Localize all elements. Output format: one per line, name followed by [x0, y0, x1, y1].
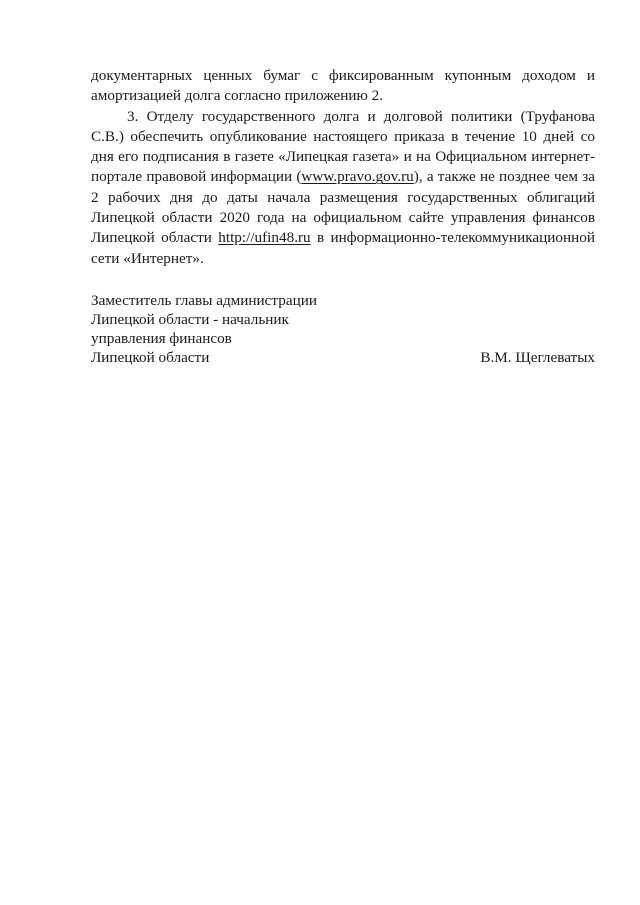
ufin48-link[interactable]: http://ufin48.ru [218, 229, 311, 247]
pravo-gov-link[interactable]: www.pravo.gov.ru [301, 168, 414, 186]
paragraph-3-text-end: в информационно-телекоммуникационной сети «Интернет». [91, 229, 595, 267]
signature-title-line-4: Липецкой области [91, 349, 210, 366]
signatory-name: В.М. Щеглеватых [480, 349, 595, 366]
signature-block [91, 291, 595, 367]
signature-title-line-3: управления финансов [91, 330, 232, 347]
paragraph-continuation: документарных ценных бумаг с фиксированным купонным доходом и амортизацией долга согласно приложению 2. [91, 67, 595, 105]
signature-title-line-1: Заместитель главы администрации [91, 292, 317, 309]
signature-title-line-2: Липецкой области - начальник [91, 311, 289, 328]
paragraph-3-text-middle: ), а также не позднее чем за 2 рабочих дня до даты начала размещения государственных облигаций Липецкой области 2020 года на официальном сайте управления финансов Липецкой области [91, 168, 595, 247]
document-body [91, 66, 595, 269]
paragraph-3-text-start: 3. Отделу государственного долга и долговой политики (Труфанова С.В.) обеспечить опубликование настоящего приказа в течение 10 дней со дня его подписания в газете «Липецкая газета» и на Официальном интернет-портале правовой информации ( [91, 107, 595, 186]
signature-title-line-4-row [91, 348, 595, 367]
paragraph-3 [91, 107, 595, 269]
